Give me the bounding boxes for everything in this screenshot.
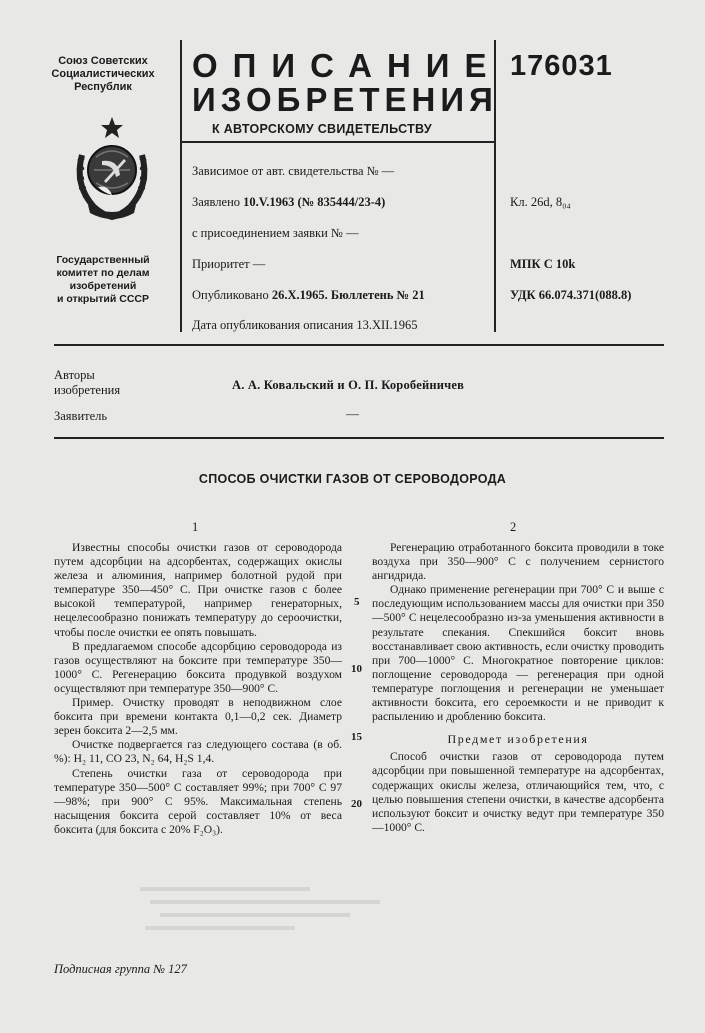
org-line: Республик <box>74 81 132 93</box>
doc-subtitle: К АВТОРСКОМУ СВИДЕТЕЛЬСТВУ <box>212 122 432 136</box>
rule-bottom <box>54 437 664 439</box>
bleed-through-smudge <box>140 882 440 942</box>
authors-label-line: Авторы <box>54 368 95 382</box>
committee-line: Государственный <box>56 254 150 266</box>
paragraph: Степень очистки газа от сероводорода при температуре 350—500° С составляет 99%; при 700° С 97—98%; при 900° С 95%. Максимальная степень насыщения боксита серой составляет 10% от веса боксита (для боксита с 20% F₂O₃). <box>54 766 342 836</box>
column-number-1: 1 <box>192 520 199 534</box>
line-number: 5 <box>354 596 360 608</box>
meta-published <box>192 287 425 303</box>
text-column-1 <box>54 541 342 837</box>
authors-label-line: изобретения <box>54 383 121 397</box>
paragraph: Известны способы очистки газов от сероводорода путем адсорбции на адсорбентах, содержащих окислы железа и алюминия, например болотной рудой при температуре 350—450° С. При очистке газов с более высокой температурой, например генераторных, нецелесообразно понижать температуру до сероочистки, чтобы после очистки ее опять повышать. <box>54 541 342 639</box>
line-number: 10 <box>351 663 362 675</box>
org-name <box>38 55 168 94</box>
authors-value: А. А. Ковальский и О. П. Коробейничев <box>232 378 465 392</box>
subject-heading: Предмет изобретения <box>447 732 589 747</box>
invention-title: СПОСОБ ОЧИСТКИ ГАЗОВ ОТ СЕРОВОДОРОДА <box>198 472 507 486</box>
subject-paragraph: Способ очистки газов от сероводорода путем адсорбции при повышенной температуре на адсорбентах, содержащих окислы железа, отличающийся тем, что, с целью повышения степени очистки, в качестве адсорбента используют боксит и очистку ведут при температуре 350—1000° С. <box>372 750 664 834</box>
doc-title-line2: ИЗОБРЕТЕНИЯ <box>192 81 498 118</box>
ussr-emblem-icon <box>68 115 156 225</box>
meta-udk: УДК 66.074.371(088.8) <box>510 288 632 302</box>
authors-label <box>54 368 120 398</box>
subtitle-underline <box>182 141 494 143</box>
applicant-label: Заявитель <box>54 409 108 423</box>
line-number: 15 <box>351 731 362 743</box>
paragraph: Очистке подвергается газ следующего состава (в об. %): H₂ 11, CO 23, N₂ 64, H₂S 1,4. <box>54 738 342 766</box>
org-line: Социалистических <box>51 68 155 80</box>
committee-line: изобретений <box>69 280 137 292</box>
line-number: 20 <box>351 798 362 810</box>
doc-title-line1: ОПИСАНИЕ <box>192 47 502 84</box>
divider-left <box>180 40 182 332</box>
published-label: Опубликовано <box>192 288 269 302</box>
meta-mpk: МПК С 10k <box>510 257 576 271</box>
meta-class: Кл. 26d, 8₀₄ <box>510 195 571 209</box>
subscription-group: Подписная группа № 127 <box>54 962 187 976</box>
meta-dependent: Зависимое от авт. свидетельства № — <box>192 164 395 178</box>
text-column-2 <box>372 541 664 835</box>
committee-line: и открытий СССР <box>56 293 150 305</box>
org-line: Союз Советских <box>58 55 148 67</box>
patent-number: 176031 <box>510 50 613 82</box>
committee-name <box>38 254 168 306</box>
paragraph: Пример. Очистку проводят в неподвижном слое боксита при времени контакта 0,1—0,2 сек. Диаметр зерен боксита 2—2,5 мм. <box>54 696 342 738</box>
meta-desc-date: Дата опубликования описания 13.XII.1965 <box>192 318 418 332</box>
paragraph: Однако применение регенерации при 700° С и выше с последующим использованием массы для очистки при 350—500° С нецелесообразно из-за уменьшения активности в результате спекания. Спекшийся боксит вновь восстанавливает свою активность, если очистку проводить при 700—1000° С. Многократное повторение циклов: поглощение сероводорода — регенерация при одной температуре поглощения и регенерации не уменьшает активности боксита, его сероемкости и не приводит к распылению и дроблению боксита. <box>372 583 664 724</box>
column-number-2: 2 <box>510 520 517 534</box>
published-value: 26.X.1965. Бюллетень № 21 <box>271 288 425 302</box>
filed-value: 10.V.1963 (№ 835444/23-4) <box>243 195 386 209</box>
rule-top <box>54 344 664 346</box>
filed-label: Заявлено <box>192 195 241 209</box>
meta-filed <box>192 194 385 210</box>
applicant-value: — <box>346 406 359 421</box>
meta-attachment: с присоединением заявки № — <box>192 226 359 240</box>
committee-line: комитет по делам <box>56 267 150 279</box>
meta-priority: Приоритет — <box>192 257 266 271</box>
paragraph: Регенерацию отработанного боксита проводили в токе воздуха при 350—900° С с получением сернистого ангидрида. <box>372 541 664 583</box>
paragraph: В предлагаемом способе адсорбцию сероводорода из газов осуществляют на боксите при температуре 350—1000° С. Регенерацию боксита продувкой воздухом осуществляют при температуре 350—900° С. <box>54 639 342 695</box>
